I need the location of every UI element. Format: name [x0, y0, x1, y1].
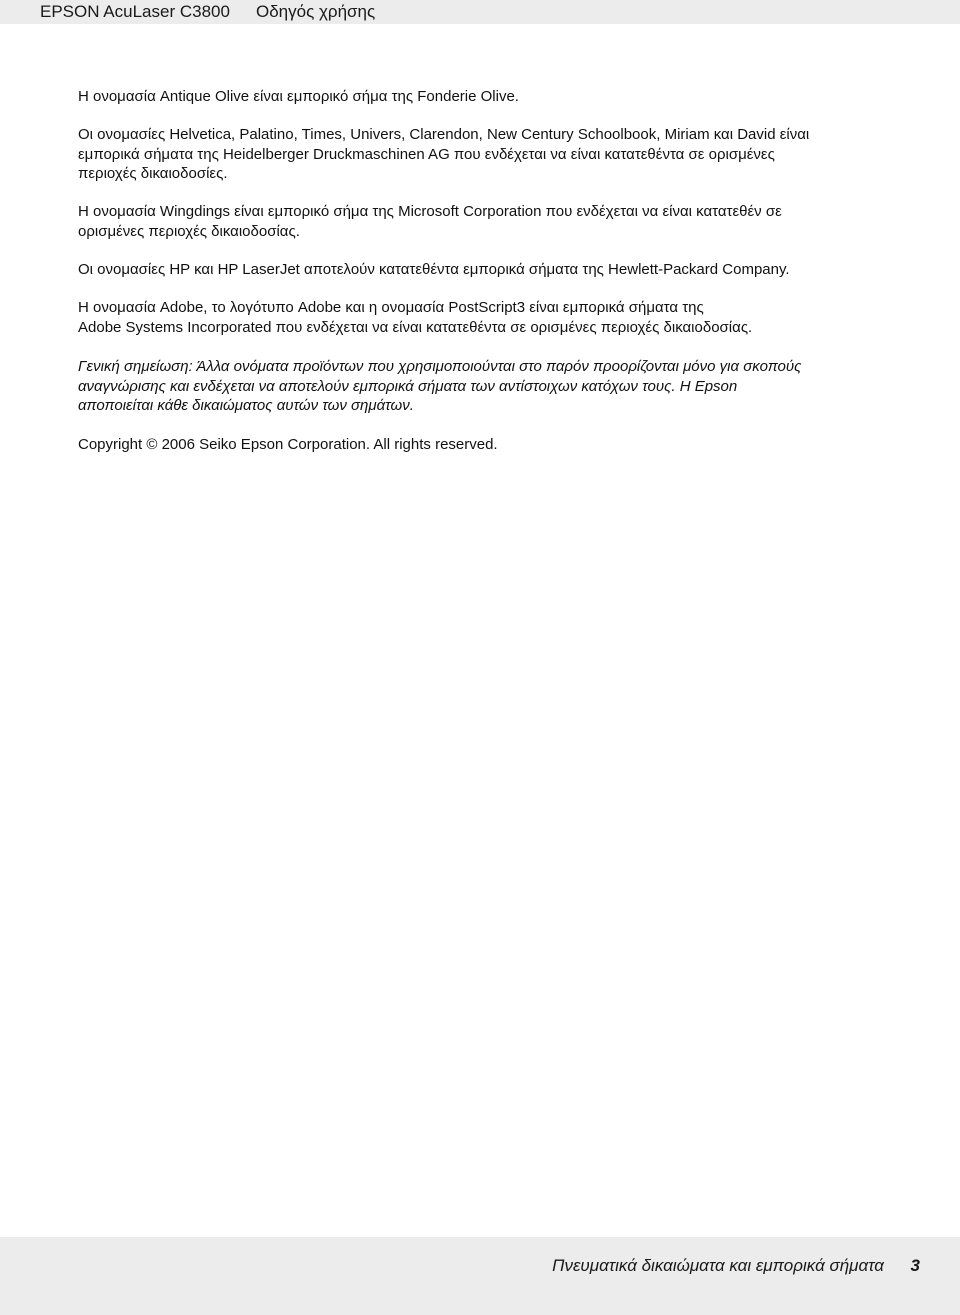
paragraph-line: Η ονομασία Antique Olive είναι εμπορικό σήμα της Fonderie Olive.: [78, 88, 519, 105]
trademark-antique-olive: [78, 87, 878, 107]
paragraph-line: εμπορικά σήματα της Heidelberger Druckmaschinen AG που ενδέχεται να είναι κατατεθέντα σε ορισμένες: [78, 145, 775, 163]
paragraph-line: Η ονομασία Wingdings είναι εμπορικό σήμα της Microsoft Corporation που ενδέχεται να είναι κατατεθέν σε: [78, 203, 782, 220]
copyright-notice: [78, 435, 878, 455]
paragraph-line: ορισμένες περιοχές δικαιοδοσίας.: [78, 222, 300, 240]
footer-section-title: Πνευματικά δικαιώματα και εμπορικά σήματα: [552, 1256, 884, 1275]
trademark-heidelberger: [78, 125, 878, 184]
general-note: [78, 357, 878, 416]
paragraph-line: Copyright © 2006 Seiko Epson Corporation. All rights reserved.: [78, 436, 498, 453]
header-document-title: Οδηγός χρήσης: [256, 2, 376, 21]
paragraph-line: Γενική σημείωση: Άλλα ονόματα προϊόντων που χρησιμοποιούνται στο παρόν προορίζονται μόνο για σκοπούς: [78, 358, 802, 375]
paragraph-line: αποποιείται κάθε δικαιώματος αυτών των σημάτων.: [78, 397, 414, 414]
paragraph-line: Οι ονομασίες Helvetica, Palatino, Times, Univers, Clarendon, New Century Schoolbook, Miriam και David είναι: [78, 126, 810, 143]
trademark-wingdings: [78, 202, 878, 241]
paragraph-line: Η ονομασία Adobe, το λογότυπο Adobe και η ονομασία PostScript3 είναι εμπορικά σήματα της: [78, 299, 704, 316]
paragraph-line: αναγνώρισης και ενδέχεται να αποτελούν εμπορικά σήματα των αντίστοιχων κατόχων τους. Η Epson: [78, 377, 738, 395]
header-product-name: EPSON AcuLaser C3800: [40, 2, 230, 21]
paragraph-line: Adobe Systems Incorporated που ενδέχεται να είναι κατατεθέντα σε ορισμένες περιοχές δικαιοδοσίας.: [78, 318, 753, 336]
paragraph-line: περιοχές δικαιοδοσίες.: [78, 165, 228, 182]
paragraph-line: Οι ονομασίες HP και HP LaserJet αποτελούν κατατεθέντα εμπορικά σήματα της Hewlett-Packard Company.: [78, 261, 790, 278]
trademark-hp: [78, 260, 878, 280]
trademark-adobe: [78, 298, 878, 337]
page-number: 3: [910, 1256, 920, 1275]
